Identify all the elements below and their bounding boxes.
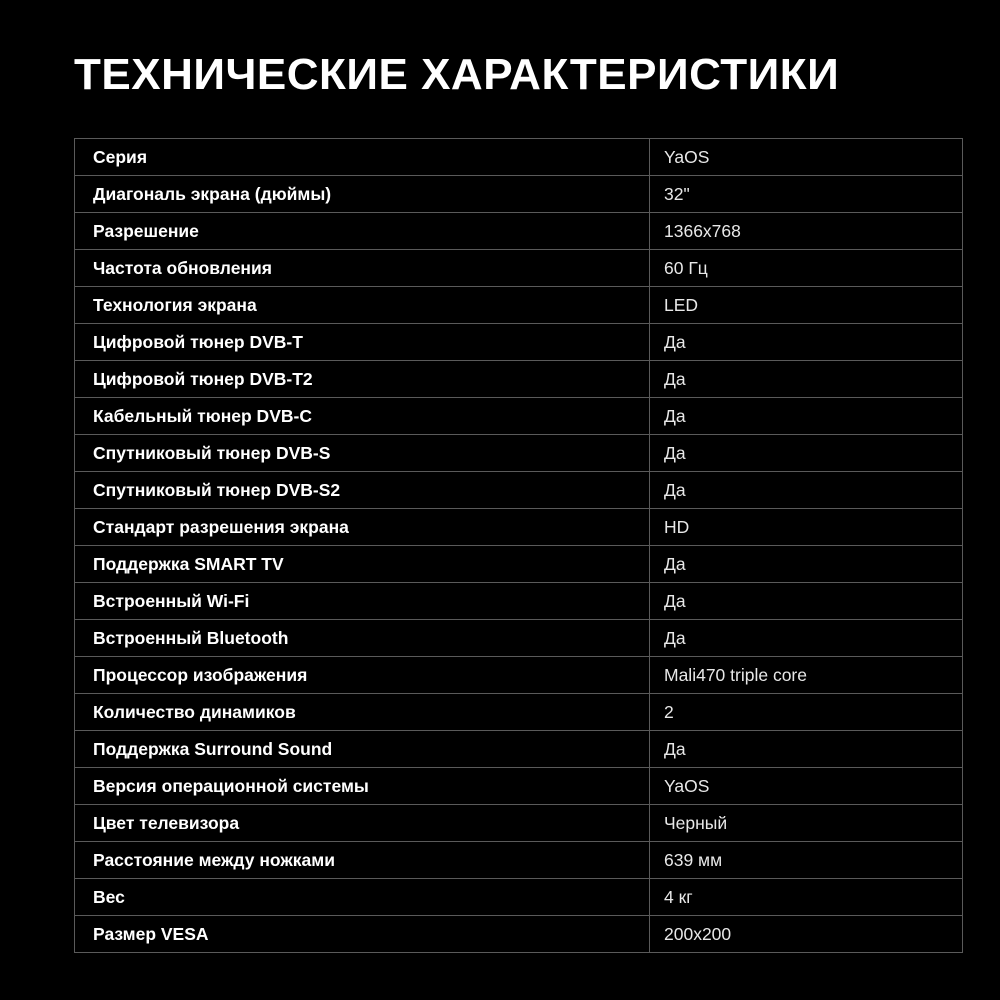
spec-label: Версия операционной системы (75, 768, 650, 805)
spec-value: YaOS (650, 139, 963, 176)
specifications-table-body (75, 139, 963, 953)
spec-value: Да (650, 324, 963, 361)
spec-value: HD (650, 509, 963, 546)
spec-label: Цвет телевизора (75, 805, 650, 842)
spec-value: Черный (650, 805, 963, 842)
table-row (75, 694, 963, 731)
spec-label: Технология экрана (75, 287, 650, 324)
table-row (75, 620, 963, 657)
spec-label: Цифровой тюнер DVB-T (75, 324, 650, 361)
spec-label: Стандарт разрешения экрана (75, 509, 650, 546)
table-row (75, 657, 963, 694)
spec-value: Да (650, 731, 963, 768)
spec-value: LED (650, 287, 963, 324)
table-row (75, 805, 963, 842)
spec-label: Поддержка SMART TV (75, 546, 650, 583)
spec-label: Частота обновления (75, 250, 650, 287)
spec-value: 1366x768 (650, 213, 963, 250)
specifications-table (74, 138, 963, 953)
table-row (75, 916, 963, 953)
spec-label: Диагональ экрана (дюймы) (75, 176, 650, 213)
spec-value: 4 кг (650, 879, 963, 916)
table-row (75, 250, 963, 287)
spec-label: Процессор изображения (75, 657, 650, 694)
table-row (75, 213, 963, 250)
spec-label: Количество динамиков (75, 694, 650, 731)
table-row (75, 139, 963, 176)
spec-value: Да (650, 620, 963, 657)
table-row (75, 435, 963, 472)
spec-value: Да (650, 472, 963, 509)
spec-label: Встроенный Bluetooth (75, 620, 650, 657)
spec-label: Спутниковый тюнер DVB-S (75, 435, 650, 472)
table-row (75, 361, 963, 398)
spec-value: 32" (650, 176, 963, 213)
spec-value: 2 (650, 694, 963, 731)
table-row (75, 509, 963, 546)
table-row (75, 842, 963, 879)
table-row (75, 731, 963, 768)
table-row (75, 324, 963, 361)
spec-value: Да (650, 398, 963, 435)
spec-value: Mali470 triple core (650, 657, 963, 694)
spec-label: Цифровой тюнер DVB-T2 (75, 361, 650, 398)
table-row (75, 546, 963, 583)
spec-value: Да (650, 435, 963, 472)
spec-value: 60 Гц (650, 250, 963, 287)
table-row (75, 583, 963, 620)
table-row (75, 176, 963, 213)
table-row (75, 287, 963, 324)
table-row (75, 398, 963, 435)
spec-value: 639 мм (650, 842, 963, 879)
spec-value: Да (650, 583, 963, 620)
table-row (75, 879, 963, 916)
spec-label: Серия (75, 139, 650, 176)
spec-value: YaOS (650, 768, 963, 805)
spec-label: Кабельный тюнер DVB-C (75, 398, 650, 435)
spec-label: Спутниковый тюнер DVB-S2 (75, 472, 650, 509)
spec-value: Да (650, 546, 963, 583)
spec-value: Да (650, 361, 963, 398)
spec-value: 200x200 (650, 916, 963, 953)
page-title: ТЕХНИЧЕСКИЕ ХАРАКТЕРИСТИКИ (74, 50, 840, 99)
table-row (75, 472, 963, 509)
spec-label: Расстояние между ножками (75, 842, 650, 879)
spec-label: Вес (75, 879, 650, 916)
spec-label: Разрешение (75, 213, 650, 250)
table-row (75, 768, 963, 805)
spec-label: Встроенный Wi-Fi (75, 583, 650, 620)
spec-label: Размер VESA (75, 916, 650, 953)
spec-label: Поддержка Surround Sound (75, 731, 650, 768)
